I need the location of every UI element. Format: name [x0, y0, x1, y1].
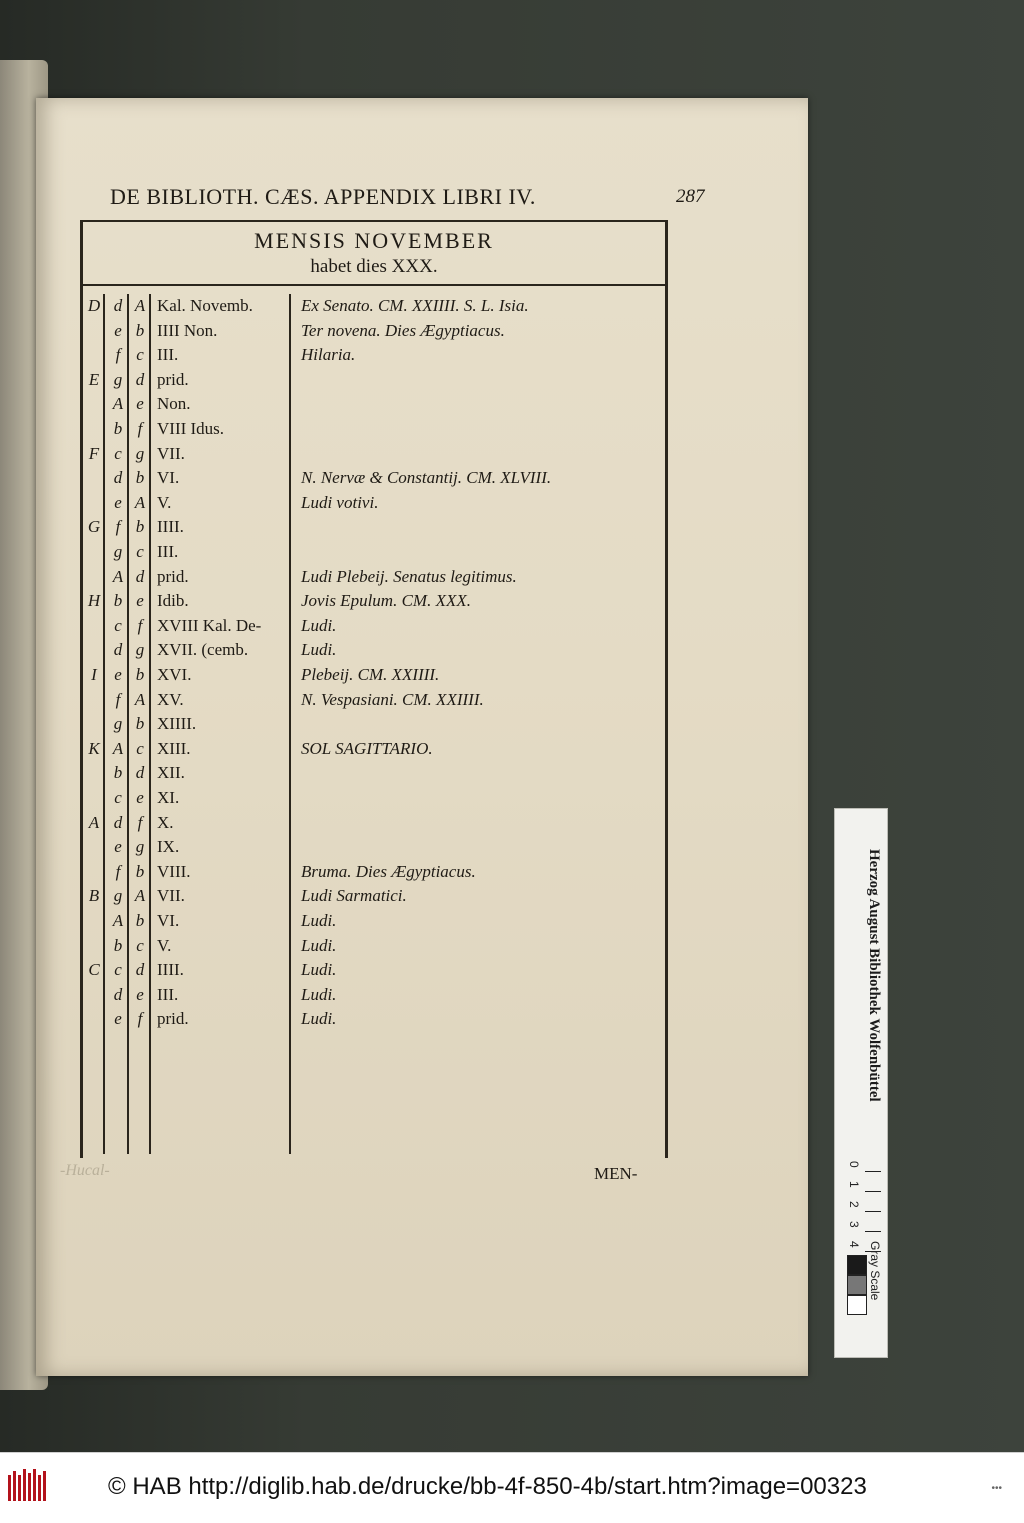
nundinal-letter: g [113, 542, 123, 561]
nundinal-letter: A [112, 566, 124, 586]
nundinal-letter: c [114, 615, 122, 635]
calendar-row [83, 911, 665, 935]
week-letter: g [135, 443, 145, 463]
roman-date: VI. [157, 468, 180, 488]
roman-date: III. [157, 984, 179, 1004]
roman-date: VI. [157, 911, 180, 930]
event-text: Ludi. [301, 960, 337, 980]
nundinal-letter: d [113, 640, 123, 660]
nundinal-letter: e [114, 1009, 122, 1029]
event-text: SOL SAGITTARIO. [301, 738, 433, 758]
nundinal-letter: g [113, 714, 123, 734]
event-text: Ludi votivi. [301, 492, 379, 512]
dominical-letter: B [88, 886, 100, 906]
week-letter: d [135, 763, 145, 783]
week-letter: b [135, 911, 145, 930]
event-text: Ex Senato. CM. XXIIII. S. L. Isia. [301, 296, 529, 315]
event-text: Ter novena. Dies Ægyptiacus. [301, 320, 505, 340]
roman-date: IX. [157, 837, 180, 857]
nundinal-letter: b [113, 935, 123, 955]
calendar-row [83, 493, 665, 517]
week-letter: e [136, 591, 144, 611]
event-text: Ludi Plebeij. Senatus legitimus. [301, 566, 517, 586]
dominical-letter: I [91, 665, 97, 684]
calendar-row [83, 690, 665, 714]
gray-swatch-mid [847, 1275, 867, 1295]
roman-date: IIII Non. [157, 320, 218, 340]
calendar-row [83, 763, 665, 787]
nundinal-letter: b [113, 763, 123, 783]
week-letter: b [135, 665, 145, 684]
calendar-row [83, 739, 665, 763]
week-letter: c [136, 935, 144, 955]
ruler-number: 1 [847, 1181, 861, 1188]
calendar-row [83, 567, 665, 591]
roman-date: III. [157, 542, 179, 561]
roman-date: VII. [157, 443, 185, 463]
roman-date: VIII Idus. [157, 419, 225, 438]
nundinal-letter: f [115, 345, 121, 365]
calendar-row [83, 444, 665, 468]
roman-date: XV. [157, 689, 184, 709]
nundinal-letter: f [115, 861, 121, 881]
calendar-row [83, 837, 665, 861]
nundinal-letter: c [114, 788, 122, 807]
ruler-tick [865, 1171, 881, 1172]
footer-dots: ••• [991, 1483, 1002, 1494]
roman-date: prid. [157, 1009, 189, 1029]
nundinal-letter: d [113, 812, 123, 832]
dominical-letter: K [88, 738, 100, 758]
running-head: DE BIBLIOTH. CÆS. APPENDIX LIBRI IV. [110, 184, 536, 209]
dominical-letter: G [87, 517, 101, 537]
calendar-table [80, 220, 668, 1158]
event-text: Ludi. [301, 911, 337, 930]
event-text: Ludi. [301, 984, 337, 1004]
roman-date: VIII. [157, 861, 191, 881]
event-text: Ludi. [301, 935, 337, 955]
calendar-row [83, 296, 665, 320]
gray-swatch-black [847, 1255, 867, 1275]
event-text: Ludi. [301, 615, 337, 635]
nundinal-letter: A [112, 911, 124, 930]
ruler-number: 4 [847, 1241, 861, 1248]
nundinal-letter: e [114, 320, 122, 340]
nundinal-letter: b [113, 419, 123, 438]
week-letter: f [137, 1009, 143, 1029]
roman-date: IIII. [157, 517, 184, 537]
roman-date: V. [157, 492, 172, 512]
week-letter: A [134, 492, 146, 512]
nundinal-letter: e [114, 837, 122, 857]
calendar-row [83, 468, 665, 492]
week-letter: f [137, 419, 143, 438]
calendar-row [83, 886, 665, 910]
dominical-letter: A [88, 812, 100, 832]
week-letter: c [136, 542, 144, 561]
ruler-tick [865, 1191, 881, 1192]
week-letter: e [136, 984, 144, 1004]
calendar-row [83, 813, 665, 837]
week-letter: f [137, 812, 143, 832]
week-letter: e [136, 394, 144, 414]
header-rule [83, 284, 665, 286]
event-text: Plebeij. CM. XXIIII. [301, 665, 440, 684]
roman-date: V. [157, 935, 172, 955]
roman-date: Non. [157, 394, 191, 414]
calendar-row [83, 517, 665, 541]
roman-date: XVII. (cemb. [157, 640, 249, 660]
calendar-row [83, 345, 665, 369]
week-letter: c [136, 345, 144, 365]
gray-scale-ruler [834, 808, 888, 1358]
week-letter: A [134, 689, 146, 709]
week-letter: b [135, 468, 145, 488]
roman-date: X. [157, 812, 174, 832]
catchword: MEN- [594, 1164, 638, 1183]
calendar-row [83, 1009, 665, 1033]
week-letter: d [135, 566, 145, 586]
calendar-row [83, 985, 665, 1009]
roman-date: XII. [157, 763, 185, 783]
calendar-row [83, 370, 665, 394]
nundinal-letter: g [113, 886, 123, 906]
calendar-row [83, 936, 665, 960]
roman-date: Kal. Novemb. [157, 296, 253, 315]
calendar-row [83, 394, 665, 418]
event-text: Jovis Epulum. CM. XXX. [301, 591, 471, 611]
ruler-number: 2 [847, 1201, 861, 1208]
nundinal-letter: f [115, 517, 121, 537]
calendar-row [83, 665, 665, 689]
nundinal-letter: e [114, 665, 122, 684]
week-letter: b [135, 714, 145, 734]
calendar-row [83, 714, 665, 738]
ruler-number: 3 [847, 1221, 861, 1228]
ruler-tick [865, 1211, 881, 1212]
nundinal-letter: g [113, 369, 123, 389]
roman-date: VII. [157, 886, 185, 906]
nundinal-letter: c [114, 960, 122, 980]
event-text: Ludi. [301, 640, 337, 660]
nundinal-letter: c [114, 443, 122, 463]
footer-bar [0, 1452, 1024, 1523]
nundinal-letter: d [113, 984, 123, 1004]
dominical-letter: D [87, 296, 101, 315]
roman-date: prid. [157, 566, 189, 586]
roman-date: XIII. [157, 738, 191, 758]
roman-date: XVI. [157, 665, 192, 684]
month-title: MENSIS NOVEMBER [254, 228, 494, 253]
month-subtitle: habet dies XXX. [310, 256, 438, 277]
week-letter: b [135, 320, 145, 340]
calendar-row [83, 862, 665, 886]
dominical-letter: C [88, 960, 100, 980]
dominical-letter: H [87, 591, 101, 611]
week-letter: b [135, 517, 145, 537]
event-text: Bruma. Dies Ægyptiacus. [301, 861, 476, 881]
roman-date: XIIII. [157, 714, 197, 734]
roman-date: III. [157, 345, 179, 365]
roman-date: XI. [157, 788, 180, 807]
roman-date: Idib. [157, 591, 189, 611]
nundinal-letter: A [112, 394, 124, 414]
event-text: N. Nervæ & Constantij. CM. XLVIII. [301, 468, 552, 488]
event-text: Ludi Sarmatici. [301, 886, 407, 906]
event-text: N. Vespasiani. CM. XXIIII. [301, 689, 484, 709]
calendar-row [83, 640, 665, 664]
nundinal-letter: d [113, 296, 123, 315]
calendar-row [83, 960, 665, 984]
dominical-letter: E [88, 369, 100, 389]
ruler-tick [865, 1231, 881, 1232]
page-number: 287 [676, 186, 705, 207]
week-letter: e [136, 788, 144, 807]
nundinal-letter: A [112, 738, 124, 758]
copyright-url[interactable]: © HAB http://diglib.hab.de/drucke/bb-4f-850-4b/start.htm?image=00323 [108, 1473, 867, 1500]
calendar-row [83, 788, 665, 812]
week-letter: f [137, 615, 143, 635]
calendar-row [83, 591, 665, 615]
week-letter: g [135, 640, 145, 660]
nundinal-letter: f [115, 689, 121, 709]
ruler-number: 0 [847, 1161, 861, 1168]
ruler-institution: Herzog August Bibliothek Wolfenbüttel [866, 849, 882, 1102]
week-letter: A [134, 886, 146, 906]
show-through-text: -Hucal- [60, 1162, 110, 1179]
roman-date: prid. [157, 369, 189, 389]
nundinal-letter: d [113, 468, 123, 488]
week-letter: g [135, 837, 145, 857]
calendar-row [83, 321, 665, 345]
event-text: Ludi. [301, 1009, 337, 1029]
week-letter: c [136, 738, 144, 758]
calendar-row [83, 616, 665, 640]
event-text: Hilaria. [301, 345, 356, 365]
nundinal-letter: e [114, 492, 122, 512]
calendar-row [83, 542, 665, 566]
gray-scale-label: Gray Scale [868, 1241, 882, 1301]
week-letter: d [135, 369, 145, 389]
hab-logo-icon [6, 1467, 48, 1507]
week-letter: b [135, 861, 145, 881]
nundinal-letter: b [113, 591, 123, 611]
week-letter: A [134, 296, 146, 315]
calendar-row [83, 419, 665, 443]
roman-date: IIII. [157, 960, 184, 980]
dominical-letter: F [88, 443, 100, 463]
gray-swatch-white [847, 1295, 867, 1315]
week-letter: d [135, 960, 145, 980]
roman-date: XVIII Kal. De- [157, 615, 262, 635]
